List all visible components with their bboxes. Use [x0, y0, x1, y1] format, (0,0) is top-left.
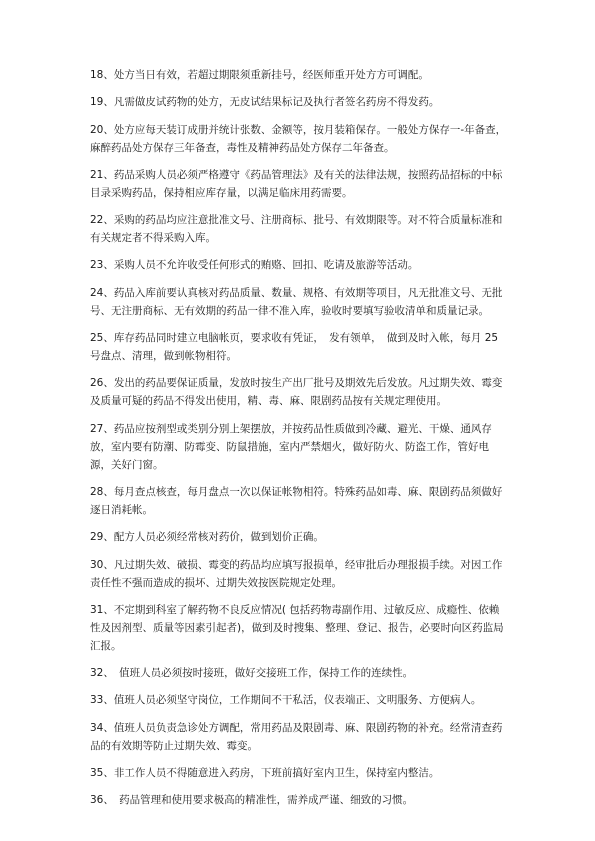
- regulation-item-22: 22、采购的药品均应注意批准文号、注册商标、批号、有效期限等。对不符合质量标准和有关规定者不得采购入库。: [90, 214, 503, 245]
- regulation-item-27: 27、药品应按剂型或类别分别上架摆放，并按药品性质做到冷藏、避光、干燥、通风存放，室内要有防潮、防霉变、防鼠措施，室内严禁烟火，做好防火、防盗工作，管好电源，关好门窗。: [90, 422, 492, 471]
- regulation-item-33: 33、值班人员必须坚守岗位，工作期间不干私活，仪表端正、文明服务、方便病人。: [90, 694, 482, 707]
- regulation-item-24: 24、药品入库前要认真核对药品质量、数量、规格、有效期等项目，凡无批准文号、无批号、无注册商标、无有效期的药品一律不准入库，验收时要填写验收清单和质量记录。: [90, 286, 503, 317]
- regulation-item-23: 23、采购人员不允许收受任何形式的贿赂、回扣、吃请及旅游等活动。: [90, 259, 419, 272]
- regulation-item-21: 21、药品采购人员必须严格遵守《药品管理法》及有关的法律法规，按照药品招标的中标目录采购药品，保持相应库存量，以满足临床用药需要。: [90, 168, 503, 199]
- regulation-item-28: 28、每月查点核查，每月盘点一次以保证帐物相符。特殊药品如毒、麻、限剧药品须做好逐日消耗帐。: [90, 485, 503, 516]
- regulations-list: [90, 66, 512, 819]
- regulation-item-32: 32、 值班人员必须按时接班，做好交接班工作，保持工作的连续性。: [90, 667, 414, 680]
- regulation-item-26: 26、发出的药品要保证质量，发放时按生产出厂批号及期效先后发放。凡过期失效、霉变及质量可疑的药品不得发出使用，精、毒、麻、限剧药品按有关规定理使用。: [90, 377, 503, 408]
- regulation-item-25: 25、库存药品同时建立电脑帐页，要求收有凭证， 发有领单， 做到及时入帐，每月 25 号盘点、清理，做到帐物相符。: [90, 332, 499, 363]
- regulation-item-20: 20、处方应每天装订成册并统计张数、金额等，按月装箱保存。一般处方保存一-年备查， 麻醉药品处方保存三年备查，毒性及精神药品处方保存二年备查。: [90, 123, 512, 154]
- regulation-item-19: 19、凡需做皮试药物的处方，无皮试结果标记及执行者签名药房不得发药。: [90, 96, 440, 109]
- regulation-item-35: 35、非工作人员不得随意进入药房，下班前搞好室内卫生，保持室内整洁。: [90, 767, 440, 780]
- regulation-item-30: 30、凡过期失效、破损、霉变的药品均应填写报损单，经审批后办理报损手续。对因工作责任性不强而造成的损坏、过期失效按医院规定处理。: [90, 558, 503, 589]
- regulation-item-36: 36、 药品管理和使用要求极高的精准性，需养成严谨、细致的习惯。: [90, 794, 414, 807]
- regulation-item-29: 29、配方人员必须经常核对药价，做到划价正确。: [90, 531, 324, 544]
- regulation-item-18: 18、处方当日有效，若超过期限须重新挂号，经医师重开处方方可调配。: [90, 69, 429, 81]
- regulation-item-31: 31、不定期到科室了解药物不良反应情况( 包括药物毒副作用、过敏反应、成瘾性、依赖性及因剂型、质量等因素引起者)，做到及时搜集、整理、登记、报告，必要时向区药监局汇报。: [90, 603, 504, 652]
- regulation-item-34: 34、值班人员负责急诊处方调配，常用药品及限剧毒、麻、限剧药物的补充。经常清查药品的有效期等防止过期失效、霉变。: [90, 721, 503, 752]
